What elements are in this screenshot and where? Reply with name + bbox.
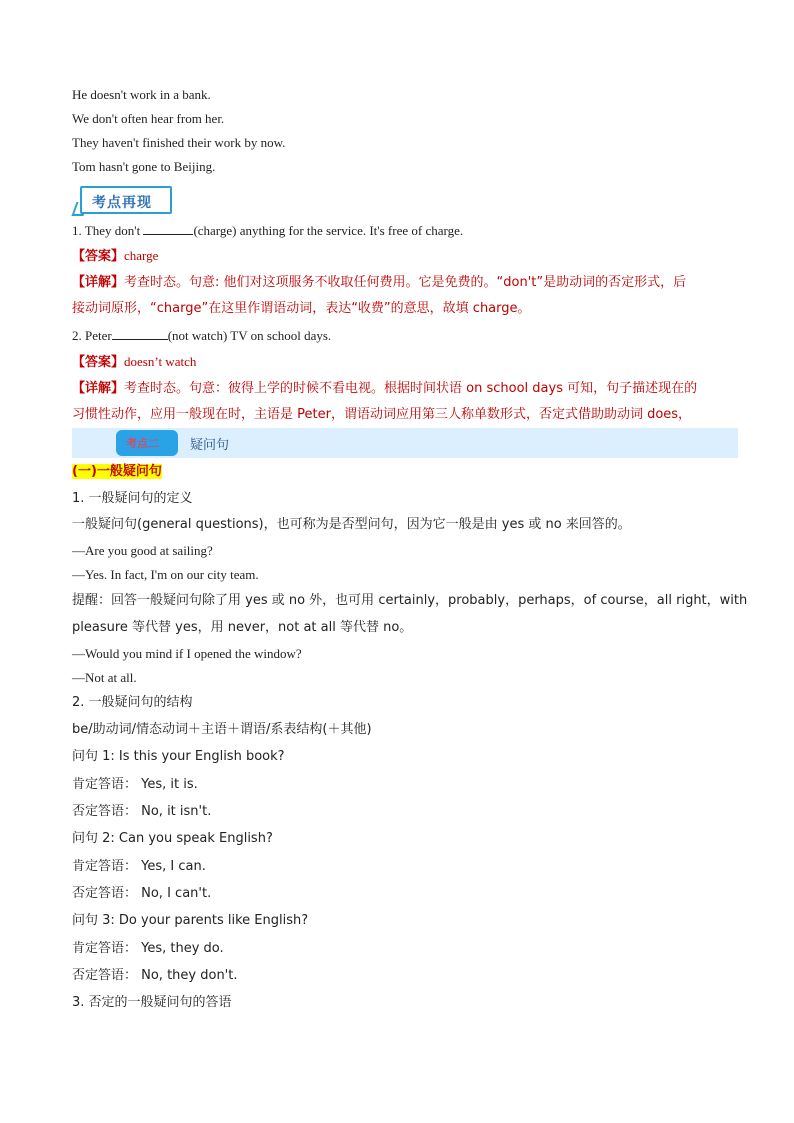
intro-line: He doesn't work in a bank. bbox=[72, 87, 211, 102]
negative-answer: 否定答语： No, it isn't. bbox=[72, 804, 212, 819]
negative-answer: 否定答语： No, I can't. bbox=[72, 886, 212, 901]
answer-1-value: charge bbox=[124, 248, 159, 263]
question-1-prefix: 1. They don't bbox=[72, 223, 144, 238]
example-line: —Are you good at sailing? bbox=[72, 543, 213, 558]
heading-negative-answers: 3. 否定的一般疑问句的答语 bbox=[72, 995, 232, 1010]
example-line: —Yes. In fact, I'm on our city team. bbox=[72, 567, 259, 582]
question-example: 问句 2: Can you speak English? bbox=[72, 831, 273, 846]
banner-tab-label: 考点二 bbox=[126, 437, 159, 450]
detail-2-line2: 习惯性动作，应用一般现在时，主语是 Peter，谓语动词应用第三人称单数形式，否定式借助助动词 does， bbox=[72, 407, 692, 422]
positive-answer: 肯定答语： Yes, I can. bbox=[72, 859, 206, 874]
structure-formula: be/助动词/情态动词＋主语＋谓语/系表结构(＋其他) bbox=[72, 722, 372, 737]
question-example: 问句 1: Is this your English book? bbox=[72, 749, 285, 764]
positive-answer: 肯定答语： Yes, it is. bbox=[72, 777, 198, 792]
intro-line: They haven't finished their work by now. bbox=[72, 135, 286, 150]
banner-tab bbox=[116, 430, 178, 456]
detail-2-text1: 考查时态。句意：彼得上学的时候不看电视。根据时间状语 on school days 可知，句子描述现在的 bbox=[124, 381, 698, 396]
question-example: 问句 3: Do your parents like English? bbox=[72, 913, 309, 928]
badge-box bbox=[80, 186, 172, 214]
detail-2-line1 bbox=[72, 380, 697, 398]
question-2-suffix: (not watch) TV on school days. bbox=[167, 328, 332, 343]
detail-tag: 【详解】 bbox=[72, 381, 125, 396]
answer-blank bbox=[143, 222, 193, 235]
definition-text: 一般疑问句(general questions)，也可称为是否型问句，因为它一般是由 yes 或 no 来回答的。 bbox=[72, 517, 631, 532]
heading-structure: 2. 一般疑问句的结构 bbox=[72, 695, 193, 710]
answer-tag: 【答案】 bbox=[72, 355, 125, 370]
tip-line2: pleasure 等代替 yes，用 never，not at all 等代替 no。 bbox=[72, 620, 413, 635]
negative-answer: 否定答语： No, they don't. bbox=[72, 968, 238, 983]
answer-tag: 【答案】 bbox=[72, 249, 125, 264]
question-2 bbox=[72, 327, 331, 345]
banner-title: 疑问句 bbox=[190, 438, 230, 453]
detail-1-text1: 考查时态。句意: 他们对这项服务不收取任何费用。它是免费的。“don't”是助动词的否定形式，后 bbox=[124, 275, 687, 290]
example-line: —Would you mind if I opened the window? bbox=[72, 646, 302, 661]
detail-tag: 【详解】 bbox=[72, 275, 125, 290]
section-title-text: (一)一般疑问句 bbox=[72, 464, 162, 479]
intro-line: Tom hasn't gone to Beijing. bbox=[72, 159, 216, 174]
question-1 bbox=[72, 222, 463, 240]
positive-answer: 肯定答语： Yes, they do. bbox=[72, 941, 224, 956]
section-title bbox=[72, 462, 162, 481]
answer-1 bbox=[72, 247, 158, 266]
answer-blank bbox=[112, 327, 168, 340]
detail-1-line1 bbox=[72, 274, 686, 292]
example-line: —Not at all. bbox=[72, 670, 137, 685]
tip-line1: 提醒：回答一般疑问句除了用 yes 或 no 外，也可用 certainly，probably，perhaps，of course，all right，with bbox=[72, 593, 748, 608]
topic-banner bbox=[72, 428, 738, 458]
question-2-prefix: 2. Peter bbox=[72, 328, 112, 343]
intro-line: We don't often hear from her. bbox=[72, 111, 225, 126]
answer-2 bbox=[72, 353, 196, 372]
question-1-suffix: (charge) anything for the service. It's free of charge. bbox=[193, 223, 464, 238]
heading-definition: 1. 一般疑问句的定义 bbox=[72, 491, 193, 506]
detail-1-line2: 接动词原形，“charge”在这里作谓语动词，表达“收费”的意思，故填 charge。 bbox=[72, 301, 531, 316]
answer-2-value: doesn’t watch bbox=[124, 354, 197, 369]
exam-point-badge bbox=[74, 184, 170, 214]
badge-label: 考点再现 bbox=[92, 195, 152, 211]
